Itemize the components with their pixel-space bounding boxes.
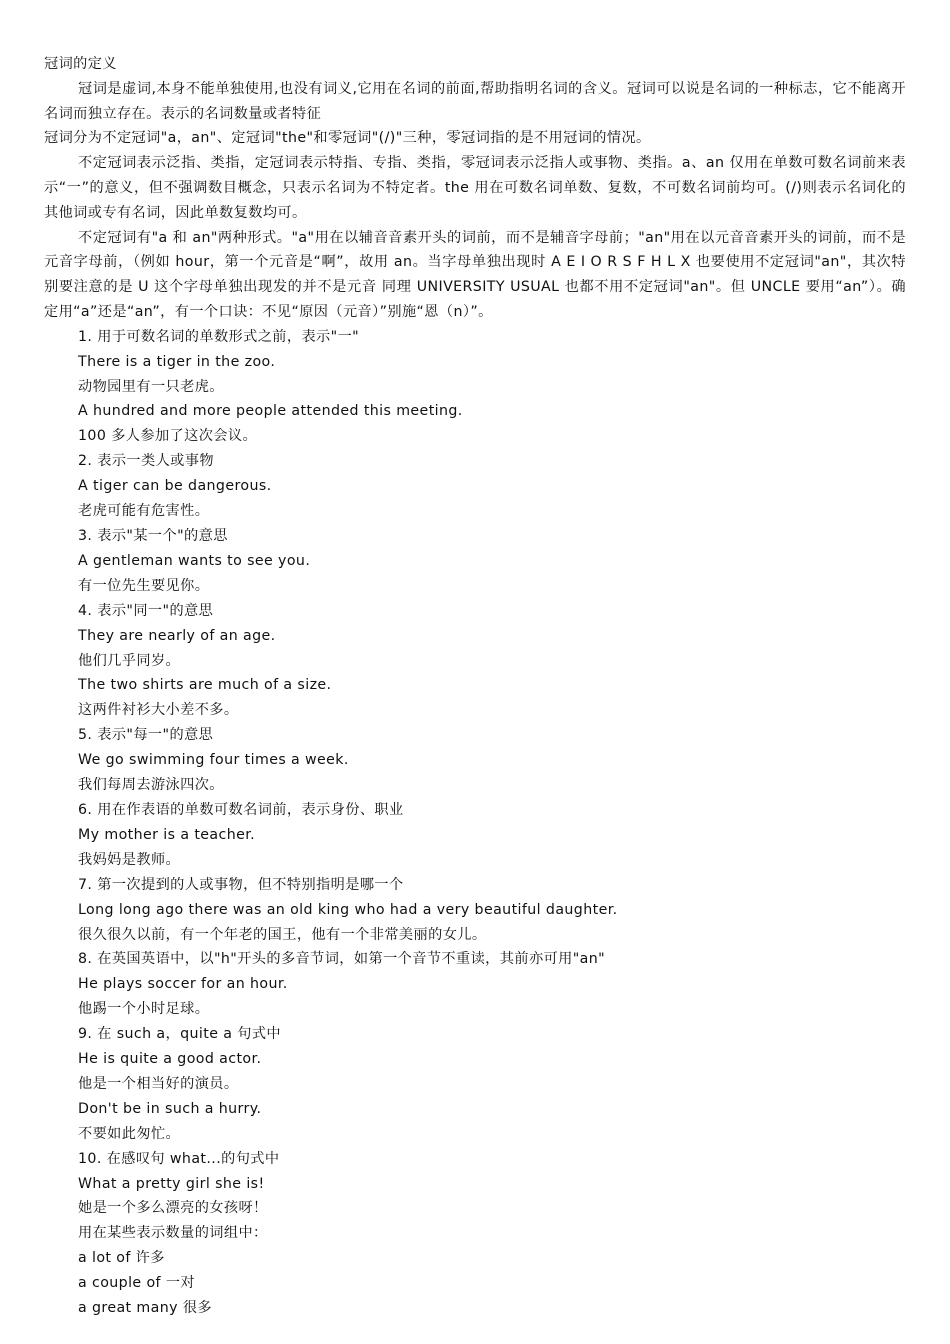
list-item: 10. 在感叹句 what...的句式中 [78,1150,280,1167]
list-item: 3. 表示"某一个"的意思 [78,528,228,545]
intro-paragraph-types: 冠词分为不定冠词"a，an"、定冠词"the"和零冠词"(/)"三种，零冠词指的是不用冠词的情况。 [44,130,651,147]
list-item: a great many 很多 [78,1300,213,1317]
list-item: There is a tiger in the zoo. [78,353,276,370]
list-item: Don't be in such a hurry. [78,1100,262,1117]
list-item: 7. 第一次提到的人或事物，但不特别指明是哪一个 [78,876,404,893]
list-item: 我妈妈是教师。 [78,851,181,868]
list-item: 他是一个相当好的演员。 [78,1075,239,1092]
intro-paragraph-forms: 不定冠词有"a 和 an"两种形式。"a"用在以辅音音素开头的词前，而不是辅音字母前；"an"用在以元音音素开头的词前，而不是元音字母前，（例如 hour，第一个元音是“啊”，故用 an。当字母单独出现时 A E I O R S F H L X 也要使用不定冠词"an"，其次特别要注意的是 U 这个字母单独出现发的并不是元音 同理 UNIVERSITY USUAL 也都不用不定冠词"an"。但 UNCLE 要用“an”）。确定用“a”还是“an”，有一个口诀：不见“原因（元音）”别施“恩（n）”。 [44,229,906,320]
list-item: a couple of 一对 [78,1275,196,1292]
list-item: 8. 在英国英语中，以"h"开头的多音节词，如第一个音节不重读，其前亦可用"an" [78,951,606,968]
list-item: He plays soccer for an hour. [78,976,288,993]
list-item: 100 多人参加了这次会议。 [78,428,258,445]
list-item: 我们每周去游泳四次。 [78,777,224,794]
list-item: 她是一个多么漂亮的女孩呀！ [78,1200,268,1217]
list-item: 4. 表示"同一"的意思 [78,602,214,619]
list-item: 2. 表示一类人或事物 [78,453,214,470]
list-item: 有一位先生要见你。 [78,577,210,594]
list-item: 这两件衬衫大小差不多。 [78,702,239,719]
intro-paragraph-definition: 冠词是虚词,本身不能单独使用,也没有词义,它用在名词的前面,帮助指明名词的含义。冠词可以说是名词的一种标志，它不能离开名词而独立存在。表示的名词数量或者特征 [44,80,906,122]
list-item: They are nearly of an age. [78,627,276,644]
list-item: 他踢一个小时足球。 [78,1001,210,1018]
list-item: The two shirts are much of a size. [78,677,332,694]
page-title: 冠词的定义 [44,56,117,72]
list-item: 5. 表示"每一"的意思 [78,727,214,744]
list-item: 他们几乎同岁。 [78,652,181,669]
list-item: 很久很久以前，有一个年老的国王，他有一个非常美丽的女儿。 [78,926,487,943]
list-item: A tiger can be dangerous. [78,478,272,495]
list-item: 不要如此匆忙。 [78,1125,181,1142]
list-item: 1. 用于可数名词的单数形式之前，表示"一" [78,328,360,345]
list-item: 老虎可能有危害性。 [78,503,210,520]
list-item: 动物园里有一只老虎。 [78,378,224,395]
list-item: My mother is a teacher. [78,826,256,843]
list-item: 用在某些表示数量的词组中： [78,1225,268,1242]
usage-list [44,325,906,1321]
list-item: Long long ago there was an old king who had a very beautiful daughter. [78,901,618,918]
intro-paragraph-usage: 不定冠词表示泛指、类指，定冠词表示特指、专指、类指，零冠词表示泛指人或事物、类指。a、an 仅用在单数可数名词前来表示“一”的意义，但不强调数目概念，只表示名词为不特定者。the 用在可数名词单数、复数，不可数名词前均可。(/)则表示名词化的其他词或专有名词，因此单数复数均可。 [44,155,906,221]
list-item: 6. 用在作表语的单数可数名词前，表示身份、职业 [78,801,404,818]
list-item: 9. 在 such a，quite a 句式中 [78,1026,282,1043]
list-item: A hundred and more people attended this meeting. [78,403,463,420]
list-item: He is quite a good actor. [78,1051,262,1068]
list-item: What a pretty girl she is! [78,1175,265,1192]
list-item: a lot of 许多 [78,1250,165,1267]
list-item: We go swimming four times a week. [78,752,349,769]
list-item: A gentleman wants to see you. [78,552,311,569]
